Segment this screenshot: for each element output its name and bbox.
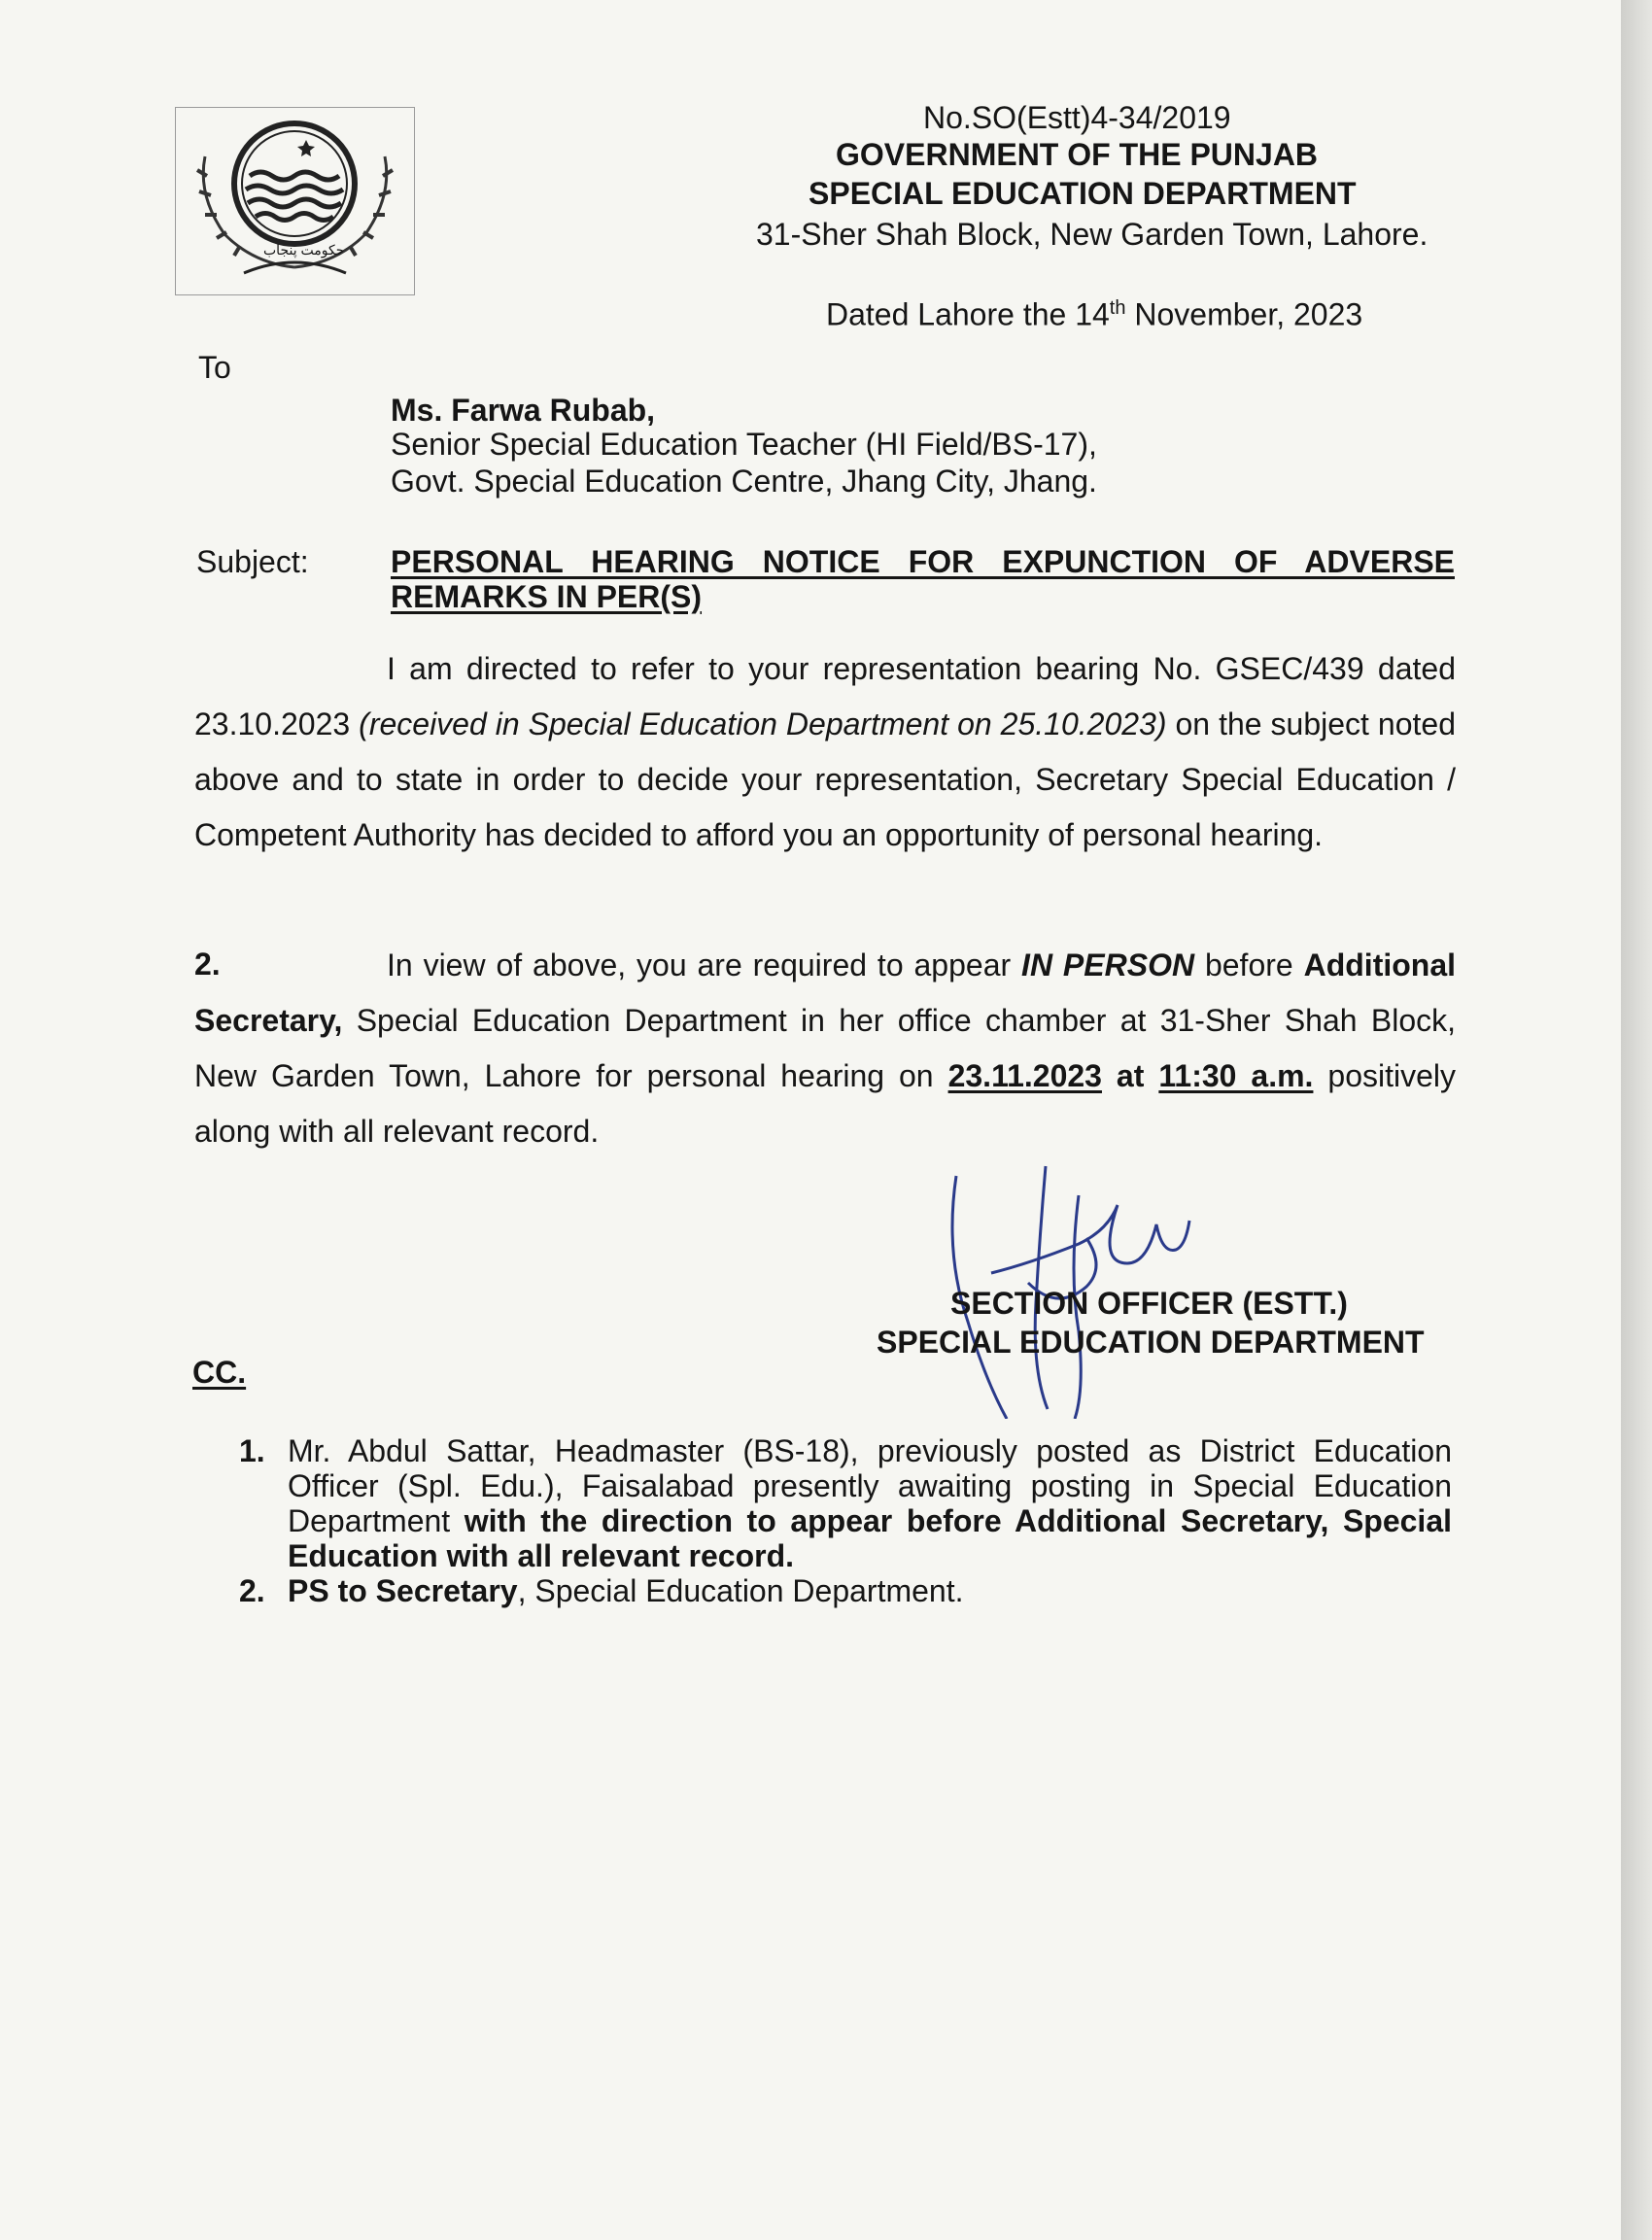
reference-number: No.SO(Estt)4-34/2019	[923, 100, 1231, 135]
emblem-icon	[176, 108, 414, 294]
subject-title: PERSONAL HEARING NOTICE FOR EXPUNCTION OF ADVERSE REMARKS IN PER(S)	[391, 544, 1455, 614]
addressee-office: Govt. Special Education Centre, Jhang City, Jhang.	[391, 464, 1097, 499]
signatory-designation: SECTION OFFICER (ESTT.)	[950, 1286, 1348, 1321]
cc-item: 1. Mr. Abdul Sattar, Headmaster (BS-18), previously posted as District Education Officer (Spl. Edu.), Faisalabad presently awaiting posting in Special Education Department with the direction to appear before Additional Secretary, Special Education with all relevant record.	[239, 1433, 1452, 1573]
department-heading: SPECIAL EDUCATION DEPARTMENT	[809, 176, 1357, 211]
paragraph-1: I am directed to refer to your representation bearing No. GSEC/439 dated 23.10.2023 (received in Special Education Department on 25.10.2023) on the subject noted above and to state in order to decide your representation, Secretary Special Education / Competent Authority has decided to afford you an opportunity of personal hearing.	[194, 651, 1457, 852]
cc-item: 2. PS to Secretary, Special Education Department.	[239, 1573, 964, 1608]
scan-edge	[1621, 0, 1652, 2240]
cc-label: CC.	[192, 1355, 247, 1390]
punjab-emblem-logo	[175, 107, 415, 295]
emblem-text: حکومت پنجاب	[263, 242, 345, 258]
to-label: To	[198, 350, 231, 385]
addressee-name: Ms. Farwa Rubab,	[391, 393, 656, 428]
department-address: 31-Sher Shah Block, New Garden Town, Lahore.	[756, 217, 1428, 252]
subject-label: Subject:	[196, 544, 309, 579]
signatory-department: SPECIAL EDUCATION DEPARTMENT	[877, 1325, 1425, 1360]
letter-date: Dated Lahore the 14th November, 2023	[826, 296, 1363, 332]
addressee-designation: Senior Special Education Teacher (HI Field/BS-17),	[391, 427, 1097, 462]
cc-list	[239, 1433, 1452, 1608]
government-heading: GOVERNMENT OF THE PUNJAB	[836, 137, 1319, 172]
paragraph-2: In view of above, you are required to appear IN PERSON before Additional Secretary, Special Education Department in her office chamber at 31-Sher Shah Block, New Garden Town, Lahore for personal hearing on 23.11.2023 at 11:30 a.m. positively along with all relevant record.	[194, 948, 1457, 1149]
paragraph-2-number: 2.	[194, 947, 221, 982]
